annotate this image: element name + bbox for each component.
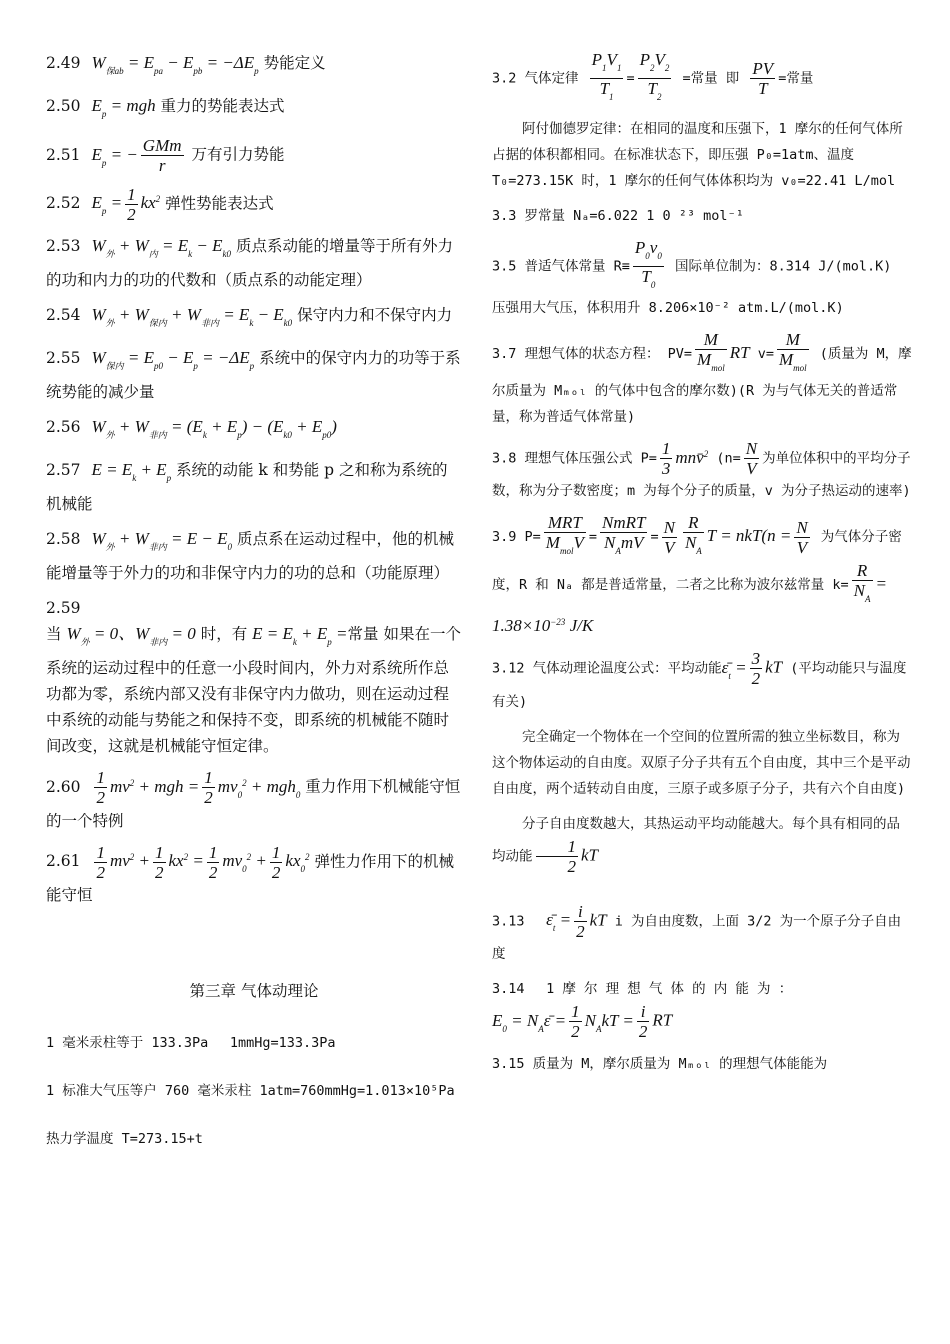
formula-3-9: 3.9 P= $\frac{\text{MRT}}{M_{mol}V}$ = $\frac{\text{NmRT}}{N_AmV}$ = $\frac{N}{V}$ $\frac{R}{N_A}$ T = nkT(n = $\frac{N}{V}$ 为气体分子密度，R 和 Nₐ 都是普适常量，二者之比称为波尔兹常量 k= $\frac{R}{N_A}$ = $1.38\times 10^{-23}$ J/K	[492, 513, 902, 635]
left-column	[46, 50, 462, 1161]
formula-2-51: 2.51 $E_p$ = − $\frac{\text{GMm}}{r}$ 万有引力势能	[46, 136, 285, 175]
formula-3-13: 3.13 $\varepsilon̄_t$ = $\frac{i}{2}$ kT i 为自由度数，上面 3/2 为一个原子分子自由度	[492, 901, 902, 962]
formula-2-54: 2.54 $W_外 + W_{保内} + W_{非内} = E_k - E_{k0}$ 保守内力和不保守内力	[46, 305, 453, 328]
formula-2-52: 2.52 $E_p$ = $\frac{1}{2}$ $kx^2$ 弹性势能表达式	[46, 184, 274, 224]
formula-2-58: 2.58 $W_外 + W_{非内} = E - E_0$ 质点系在运动过程中，他的机械能增量等于外力的功和非保守内力的功的总和（功能原理）	[46, 529, 454, 582]
formula-3-12: 3.12 气体动理论温度公式：平均动能$\varepsilon̄_t$ = $\frac{3}{2}$ kT (平均动能只与温度有关)	[492, 649, 907, 710]
formula-3-5: 3.5 普适气体常量 R≡ $\frac{P_0v_0}{T_0}$ 国际单位制为：8.314 J/(mol.K) 压强用大气压，体积用升 8.206×10⁻² atm.L/(mol.K)	[492, 238, 892, 316]
formula-2-55: 2.55 $W_{保内} = E_{p0} - E_p = -\Delta E_p$ 系统中的保守内力的功等于系统势能的减少量	[46, 348, 461, 401]
mmhg-line: 1 毫米汞柱等于 133.3Pa 1mmHg=133.3Pa	[46, 1035, 336, 1051]
formula-3-8: 3.8 理想气体压强公式 P= $\frac{1}{3}$ mnv̄$^2$ (n= $\frac{N}{V}$ 为单位体积中的平均分子数，称为分子数密度；m 为每个分子的质量，v 为分子热运动的速率)	[492, 439, 911, 499]
right-column	[492, 50, 912, 1086]
formula-2-53: 2.53 $W_外 + W_内 = E_k - E_{k0}$ 质点系动能的增量等于所有外力的功和内力的功的代数和（质点系的动能定理）	[46, 236, 453, 289]
formula-3-7: 3.7 理想气体的状态方程： PV= $\frac{M}{M_{mol}}$ RT v= $\frac{M}{M_{mol}}$ (质量为 M，摩尔质量为 Mₘₒₗ 的气体中包含的摩尔数)(R 为与气体无关的普适常量，称为普适气体常量)	[492, 330, 912, 425]
formula-3-15: 3.15 质量为 M，摩尔质量为 Mₘₒₗ 的理想气体能能为	[492, 1055, 828, 1072]
formula-3-2: 3.2 气体定律 $\frac{P_1V_1}{T_1}$ = $\frac{P_2V_2}{T_2}$ =常量 即 $\frac{PV}{T}$ =常量	[492, 50, 814, 102]
formula-2-60: 2.60 $\frac{1}{2}$ $mv^2$ + mgh = $\frac{1}{2}$ $mv_0^2 + mgh_0$ 重力作用下机械能守恒的一个特例	[46, 768, 461, 830]
chapter-title: 第三章 气体动理论	[189, 982, 319, 1000]
atm-line: 1 标准大气压等户 760 毫米汞柱 1atm=760mmHg=1.013×10⁵Pa	[46, 1083, 455, 1099]
temperature-line: 热力学温度 T=273.15+t	[46, 1131, 203, 1147]
formula-2-50: 2.50 $E_p$ = mgh 重力的势能表达式	[46, 96, 285, 119]
formula-2-49: 2.49 $W_{保ab} = E_{pa} - E_{pb} = -\Delta E_p$ 势能定义	[46, 53, 326, 76]
avogadro-law: 阿付伽德罗定律：在相同的温度和压强下，1 摩尔的任何气体所占据的体积都相同。在标准状态下，即压强 P₀=1atm、温度 T₀=273.15K 时，1 摩尔的任何气体体积均为 v₀=22.41 L/mol	[492, 121, 903, 189]
formula-2-61: 2.61 $\frac{1}{2}$ $mv^2$ + $\frac{1}{2}$ $kx^2$ = $\frac{1}{2}$ $mv_0^2$ + $\frac{1}{2}$ $kx_0^2$ 弹性力作用下的机械能守恒	[46, 842, 454, 904]
formula-2-57: 2.57 $E = E_k + E_p$ 系统的动能 k 和势能 p 之和称为系统的机械能	[46, 460, 448, 513]
degrees-of-freedom-paragraph: 完全确定一个物体在一个空间的位置所需的独立坐标数目，称为这个物体运动的自由度。双原子分子共有五个自由度，其中三个是平动自由度，两个适转动自由度，三原子或多原子分子，共有六个自由度)	[492, 728, 911, 797]
formula-2-56: 2.56 $W_外 + W_{非内} = (E_k + E_p) - (E_{k0} + E_{p0})$	[46, 417, 337, 440]
average-kinetic-energy-paragraph: 分子自由度数越大，其热运动平均动能越大。每个具有相同的品均动能 $\frac{1}{2}$ kT	[492, 815, 900, 876]
formula-3-3: 3.3 罗常量 Nₐ=6.022 1 0 ²³ mol⁻¹	[492, 208, 744, 224]
formula-3-14: 3.14 1 摩 尔 理 想 气 体 的 内 能 为 ： $E_0$ = $N_A\varepsilon̄$ = $\frac{1}{2}$ $N_AkT$ = $\frac{i}{2}$ RT	[492, 981, 793, 1041]
formula-2-59: 2.59 当 $W_外 = 0$、$W_{非内} = 0$ 时，有 $E = E_k + E_p$ =常量 如果在一个系统的运动过程中的任意一小段时间内，外力对系统所作总功都为零，系统内部又没有非保守内力做功，则在运动过程中系统的动能与势能之和保持不变，即系统的机械能不随时间改变，这就是机械能守恒定律。	[46, 599, 461, 755]
